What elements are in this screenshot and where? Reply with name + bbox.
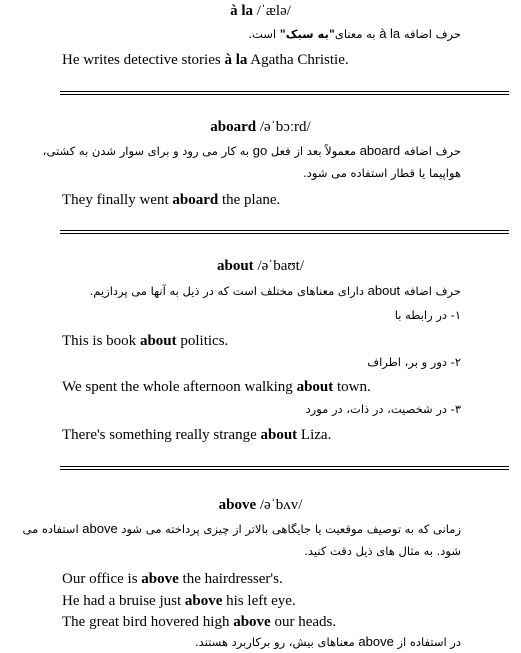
section-divider (60, 466, 509, 470)
example-sentence: This is book about politics. (62, 333, 229, 349)
persian-definition: حرف اضافه about دارای معناهای مختلف است که در ذیل به آنها می پردازیم. (89, 283, 461, 298)
persian-definition: حرف اضافه aboard معمولاً بعد از فعل go به کار می رود و برای سوار شدن به کشتی، (42, 143, 461, 158)
headword-a-la: à la /ˈælə/ (230, 3, 291, 19)
example-sentence: The great bird hovered high above our heads. (62, 614, 337, 630)
pronunciation: /ˈælə/ (256, 3, 291, 19)
example-sentence: He writes detective stories à la Agatha Christie. (62, 52, 349, 68)
persian-definition-cont: هواپیما یا قطار استفاده می شود. (303, 166, 461, 180)
sense-label: ۱- در رابطه با (394, 308, 461, 322)
sense-label: ۲- دور و بر، اطراف (367, 355, 461, 369)
example-sentence: They finally went aboard the plane. (62, 192, 281, 208)
persian-definition: زمانی که به توصیف موقعیت یا جایگاهی بالاتر از چیزی پرداخته می شود above استفاده می (22, 521, 461, 536)
sense-label: ۳- در شخصیت، در ذات، در مورد (305, 402, 461, 416)
section-divider (60, 91, 509, 95)
example-sentence: We spent the whole afternoon walking about town. (62, 379, 371, 395)
example-sentence: He had a bruise just above his left eye. (62, 593, 296, 609)
pronunciation: /əˈbaʊt/ (257, 258, 304, 274)
persian-definition-cont: شود. به مثال های ذیل دقت کنید. (304, 544, 461, 558)
persian-note: در استفاده از above معناهای بیش، رو برکاربرد هستند. (195, 634, 461, 649)
pronunciation: /əˈbɔːrd/ (259, 119, 311, 135)
headword-about: about /əˈbaʊt/ (217, 258, 304, 274)
example-sentence: There's something really strange about Liza. (62, 427, 332, 443)
pronunciation: /əˈbʌv/ (259, 497, 303, 513)
example-sentence: Our office is above the hairdresser's. (62, 571, 283, 587)
headword-aboard: aboard /əˈbɔːrd/ (210, 119, 311, 135)
persian-definition: حرف اضافه à la به معنای"به سبک" است. (248, 26, 461, 41)
section-divider (60, 230, 509, 234)
headword-above: above /əˈbʌv/ (218, 497, 303, 513)
